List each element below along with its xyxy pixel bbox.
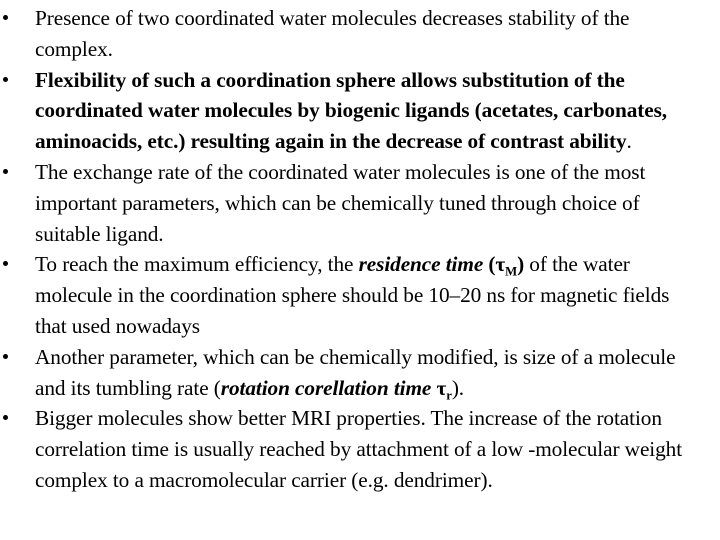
item-text: Another parameter, which can be chemically modified, is size of a molecule and its tumbling rate ( — [35, 344, 676, 400]
item-text: To reach the maximum efficiency, the — [35, 252, 359, 277]
bullet-dot-icon — [3, 415, 8, 420]
list-item — [0, 3, 700, 65]
bullet-list — [0, 3, 700, 496]
bullet-dot-icon — [3, 169, 8, 174]
tau-subscript: M — [505, 264, 518, 279]
item-text-rest: of the water molecule in the coordination sphere should be 10–20 ns for magnetic fields that used nowadays — [35, 252, 670, 338]
rotation-time-term: rotation corellation time — [220, 375, 437, 400]
open-paren: ( — [483, 252, 496, 277]
bullet-dot-icon — [3, 261, 8, 266]
list-item — [0, 342, 700, 404]
item-text-period: . — [626, 129, 632, 154]
tau-symbol: τ — [495, 252, 506, 277]
bullet-dot-icon — [3, 354, 8, 359]
item-text: Flexibility of such a coordination sphere allows substitution of the coordinated water molecules by biogenic ligands (acetates, carbonates, aminoacids, etc.) resulting again in the decrease of contrast ability — [35, 67, 668, 154]
list-item — [0, 65, 700, 157]
item-text: Presence of two coordinated water molecules decreases stability of the complex. — [35, 6, 630, 61]
item-text: Bigger molecules show better MRI properties. The increase of the rotation correlation time is usually reached by attachment of a low -molecular weight complex to a macromolecular carrier (e.g. dendrimer). — [35, 406, 683, 492]
tau-subscript: r — [446, 388, 452, 403]
residence-time-term: residence time — [358, 252, 484, 277]
list-item — [0, 403, 700, 495]
list-item — [0, 157, 700, 249]
bullet-dot-icon — [3, 15, 8, 20]
bullet-dot-icon — [3, 77, 8, 82]
list-item — [0, 249, 700, 341]
close-paren: ) — [517, 252, 525, 277]
item-text: The exchange rate of the coordinated water molecules is one of the most important parameters, which can be chemically tuned through choice of suitable ligand. — [35, 159, 646, 246]
tau-symbol: τ — [436, 375, 447, 400]
item-text-rest: ). — [451, 375, 465, 400]
